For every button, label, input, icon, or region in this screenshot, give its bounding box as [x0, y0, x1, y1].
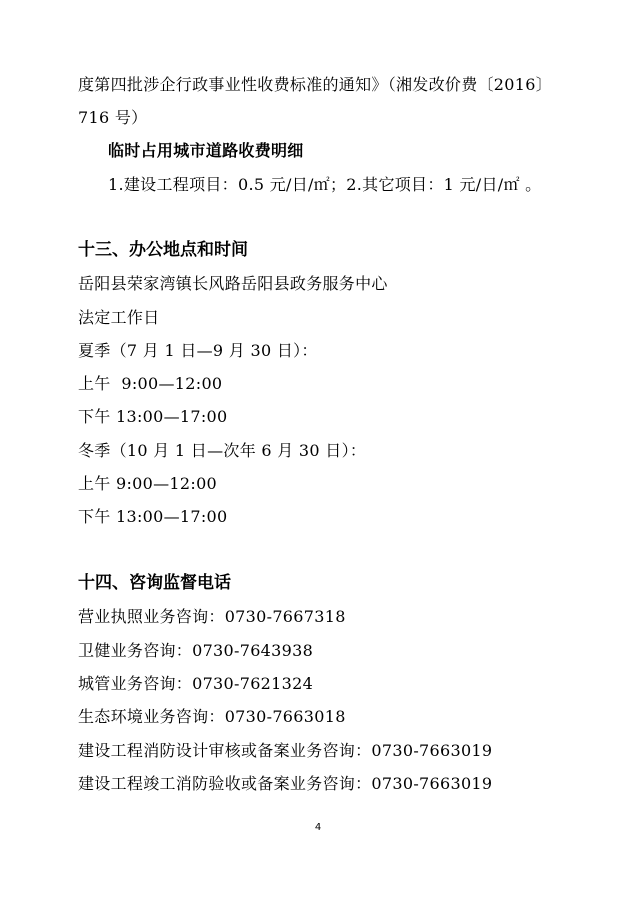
fee-detail-title: 临时占用城市道路收费明细 — [108, 141, 304, 160]
office-hours-line: 上午 9:00—12:00 — [78, 374, 223, 393]
continuation-line: 度第四批涉企行政事业性收费标准的通知》（湘发改价费〔2016〕 — [78, 75, 553, 94]
office-hours-line: 冬季（10 月 1 日—次年 6 月 30 日）： — [78, 441, 367, 460]
fee-detail-text: 1.建设工程项目：0.5 元/日/㎡；2.其它项目：1 元/日/㎡ 。 — [108, 175, 542, 194]
office-hours-line: 法定工作日 — [78, 308, 160, 327]
page-number: 4 — [314, 822, 322, 833]
hotline-item: 建设工程消防设计审核或备案业务咨询：0730-7663019 — [78, 741, 493, 760]
hotline-item: 城管业务咨询：0730-7621324 — [78, 674, 314, 693]
continuation-line: 716 号） — [78, 108, 148, 127]
hotline-item: 营业执照业务咨询：0730-7667318 — [78, 607, 346, 626]
office-address: 岳阳县荣家湾镇长风路岳阳县政务服务中心 — [78, 274, 388, 293]
section-heading-office-hours: 十三、办公地点和时间 — [78, 240, 248, 260]
hotline-item: 生态环境业务咨询：0730-7663018 — [78, 707, 346, 726]
office-hours-line: 夏季（7 月 1 日—9 月 30 日）： — [78, 341, 318, 360]
hotline-item: 卫健业务咨询：0730-7643938 — [78, 641, 314, 660]
section-heading-hotlines: 十四、咨询监督电话 — [78, 573, 231, 593]
office-hours-line: 上午 9:00—12:00 — [78, 474, 218, 493]
hotline-item: 建设工程竣工消防验收或备案业务咨询：0730-7663019 — [78, 774, 493, 793]
office-hours-line: 下午 13:00—17:00 — [78, 507, 228, 526]
office-hours-line: 下午 13:00—17:00 — [78, 407, 228, 426]
